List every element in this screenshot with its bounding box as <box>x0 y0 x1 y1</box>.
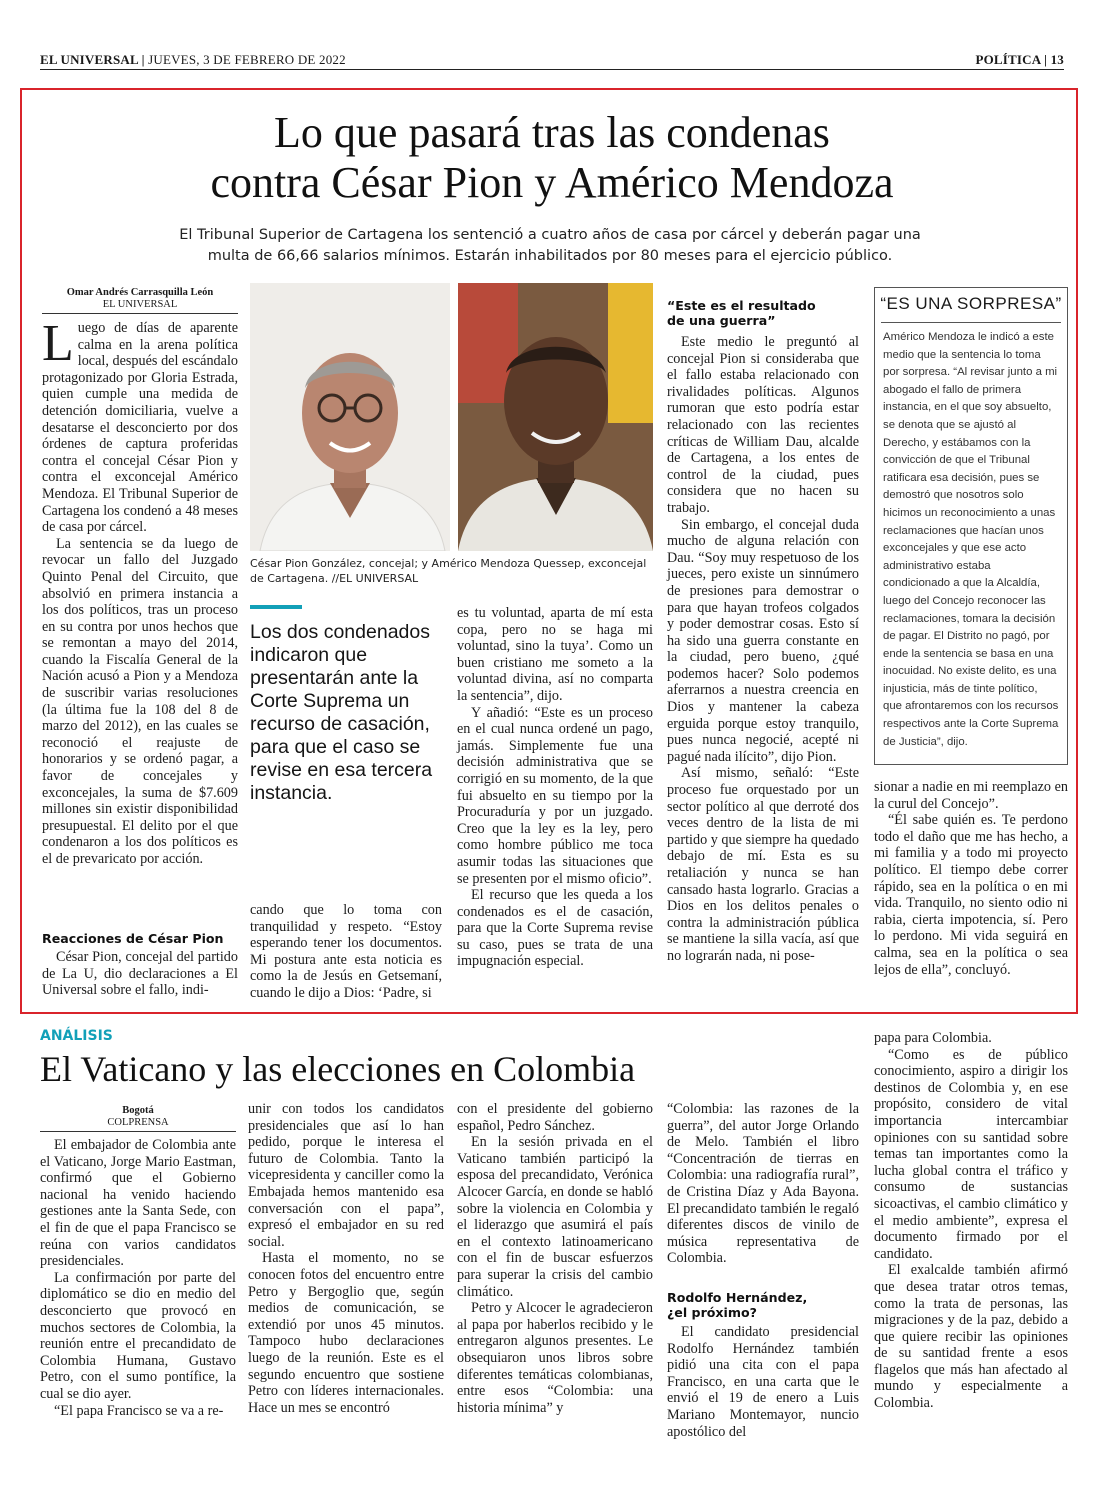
article2-byline <box>40 1105 236 1129</box>
article2-column-5: papa para Colombia. “Como es de público conocimiento, aspiro a dirigir los destinos de Colombia y, en ese propósito, considero de vital importancia intercambiar opiniones con su santidad sobre temas tan importantes como la lucha global contra el tráfico y consumo de sustancias sicoactivas, el cambio climático y el medio ambiente”, expresa el documento firmado por el candidato. El exalcalde también afirmó que desea tratar otros temas, como la trata de personas, las migraciones y de la paz, debido a que quiere recibir las opiniones de su santidad frente a esos flagelos que más han afectado al mundo y especialmente a Colombia. <box>874 1030 1068 1412</box>
article2-column-1: El embajador de Colombia ante el Vaticano, Jorge Mario Eastman, confirmó que el Gobierno nacional ha venido haciendo gestiones ante la Santa Sede, con el fin de que el papa Francisco se reúna con varios candidatos presidenciales. La confirmación por parte del diplomático se dio en medio del desconcierto que provocó en muchos sectores de Colombia, la reunión entre el precandidato de Colombia Humana, Gustavo Petro, con el sumo pontífice, la cual se dio ayer. “El papa Francisco se va a re- <box>40 1137 236 1419</box>
byline <box>42 287 238 311</box>
article2-column-2: unir con todos los candidatos presidenciales que así lo han pedido, porque le interesa el futuro de Colombia. Tanto la vicepresidenta y canciller como la Embajada hemos mantenido esa conversación con el papa”, expresó el embajador en su red social. Hasta el momento, no se conocen fotos del encuentro entre Petro y Bergoglio que, según medios de comunicación, se extendió por unos 45 minutos. Tampoco hubo declaraciones luego de la reunión. Este es el segundo encuentro que sostiene Petro con líderes internacionales. Hace un mes se encontró <box>248 1101 444 1416</box>
header-rule <box>40 69 1064 70</box>
subhead-guerra: “Este es el resultado de una guerra” <box>667 298 816 328</box>
dateline: Bogotá <box>122 1105 154 1116</box>
section-kicker: ANÁLISIS <box>40 1028 113 1044</box>
section-label: POLÍTICA | 13 <box>975 52 1064 67</box>
sidebar-rule <box>881 322 1061 323</box>
sidebar-text: Américo Mendoza le indicó a este medio que la sentencia lo toma por sorpresa. “Al revisar junto a mi abogado el fallo de primera instancia, en el que soy absuelto, se denota que se ajustó al Derecho, y estábamos con la convicción de que el Tribunal ratificara esa decisión, pues se demostró que nosotros solo hicimos un reconocimiento a unas reclamaciones que hacían unos exconcejales y que ese acto administrativo estaba condicionado a que la Alcaldía, luego del Concejo reconocer las reclamaciones, tomara la decisión de pagar. El Distrito no pagó, por ende la sentencia se basa en una inocuidad. No existe delito, es una injusticia, más de tinte político, que afrontaremos con los recursos respectivos ante la Corte Suprema de Justicia”, dijo. <box>883 331 1059 748</box>
paper-name: EL UNIVERSAL <box>40 52 139 67</box>
page-number: 13 <box>1050 52 1064 67</box>
photo-caption: César Pion González, concejal; y Américo Mendoza Quessep, exconcejal de Cartagena. //EL UNIVERSAL <box>250 557 647 585</box>
article2-column-3: con el presidente del gobierno español, Pedro Sánchez. En la sesión privada en el Vaticano también participó la esposa del precandidato, Verónica Alcocer García, en donde se habló sobre la violencia en Colombia y el liderazgo que asumirá el país en el contexto latinoamericano con el fin de buscar esfuerzos para superar la crisis del cambio climático. Petro y Alcocer le agradecieron al papa por haberlos recibido y le entregaron algunos presentes. Le obsequiaron unos libros sobre diferentes temáticas colombianas, entre esos “Colombia: una historia mínima” y <box>457 1101 653 1416</box>
article-column-2: cando que lo toma con tranquilidad y respeto. “Estoy esperando tener los documentos. Mi postura ante esta noticia es como la de Jesús en Getsemaní, cuando le dijo a Dios: ‘Padre, si <box>250 902 442 1001</box>
article2-title: El Vaticano y las elecciones en Colombia <box>40 1049 636 1089</box>
issue-date: JUEVES, 3 DE FEBRERO DE 2022 <box>148 52 346 67</box>
subhead-reacciones: Reacciones de César Pion <box>42 931 224 946</box>
photo-americo-mendoza <box>458 283 653 551</box>
article2-outlet: COLPRENSA <box>107 1117 169 1128</box>
sidebar-title: “ES UNA SORPRESA” <box>880 294 1062 313</box>
article-title: Lo que pasará tras las condenas contra César Pion y Américo Mendoza <box>210 108 894 207</box>
article2-column-4: “Colombia: las razones de la guerra”, del autor Jorge Orlando de Melo. También el libro “Concentración de tierras en Colombia: una radiografía rural”, de Cristina Díaz y Ada Bayona. El precandidato también le regaló diferentes discos de vinilo de música representativa de Colombia. <box>667 1101 859 1267</box>
article2-byline-rule <box>40 1131 236 1132</box>
article-column-3: es tu voluntad, aparta de mí esta copa, pero no se haga mi voluntad, sino la tuya’. Como un buen cristiano me someto a la voluntad divina, así no comparta la sentencia”, dijo. Y añadió: “Este es un proceso en el cual nunca ordené un pago, jamás. Simplemente fue una decisión administrativa que se corrigió en su momento, de la que fui absuelto en su tiempo por la Procuraduría y por un juzgado. Creo que la ley es la ley, pero como hombre público me toca asumir todas las situaciones que se presenten por el mismo oficio”. El recurso que les queda a los condenados es el de casación, para que la Corte Suprema revise su caso, pues se trata de una impugnación especial. <box>457 605 653 970</box>
article-column-1-cont: César Pion, concejal del partido de La U, dio declaraciones a El Universal sobre el fallo, indi- <box>42 949 238 999</box>
article-column-1: Luego de días de aparente calma en la arena política local, después del escándalo protagonizado por Gloria Estrada, quien cumple una medida de detención domiciliaria, vuelve a desatarse el desconcierto por dos órdenes de captura proferidas contra el concejal César Pion y contra el exconcejal Américo Mendoza. El Tribunal Superior de Cartagena los condenó a 48 meses de casa por cárcel. La sentencia se da luego de revocar un fallo del Juzgado Quinto Penal del Circuito, que absolvió en primera instancia a los dos políticos, tras un proceso en su contra por unos hechos que se remontan a mayo del 2014, cuando la Fiscalía General de la Nación acusó a Pion y a Mendoza de suscribir varias resoluciones (la última fue la 108 del 8 de marzo del 2012), en las cuales se reconoció el reajuste de honorarios y se ordenó pagar, a favor de concejales y exconcejales, la suma de $7.609 millones sin existir disponibilidad presupuestal. El delito por el que condenaron a los dos políticos es el de prevaricato por acción. <box>42 315 238 867</box>
byline-rule <box>42 313 238 314</box>
section-name: POLÍTICA <box>975 52 1041 67</box>
article-dek: El Tribunal Superior de Cartagena los sentenció a cuatro años de casa por cárcel y deberán pagar una multa de 66,66 salarios mínimos. Estarán inhabilitados por 80 meses para el ejercicio público. <box>179 227 921 264</box>
sidebar-box <box>874 287 1068 765</box>
drop-cap: L <box>42 315 74 372</box>
subhead-rodolfo: Rodolfo Hernández, ¿el próximo? <box>667 1290 808 1320</box>
author-name: Omar Andrés Carrasquilla León <box>66 287 214 298</box>
photo-cesar-pion <box>250 283 450 551</box>
author-outlet: EL UNIVERSAL <box>102 299 178 310</box>
pull-quote: Los dos condenados indicaron que presentarán ante la Corte Suprema un recurso de casación, para que el caso se revise en esa tercera instancia. <box>250 621 433 804</box>
masthead: EL UNIVERSAL | JUEVES, 3 DE FEBRERO DE 2022 <box>40 52 346 67</box>
article-column-4: Este medio le preguntó al concejal Pion si consideraba que el fallo estaba relacionado con rivalidades políticas. Algunos rumoran que esto podría estar relacionado con las recientes críticas de William Dau, alcalde de Cartagena, a los entes de control de la ciudad, pues considera que no hacen su trabajo. Sin embargo, el concejal duda mucho de alguna relación con Dau. “Soy muy respetuoso de los jueces, pero existe un sinnúmero de presiones para demostrar o para que hayan trofeos colgados y poder demostrar cosas. Esto sí ha sido una guerra constante en la ciudad, pero bueno, ¿qué podemos hacer? Solo podemos aferrarnos a nuestra creencia en Dios y mantener la cabeza erguida porque estoy tranquilo, pues nunca negocié, acepté ni pagué nada ilícito”, dijo Pion. Así mismo, señaló: “Este proceso fue orquestado por un sector político al que derroté dos veces dentro de la lista de mi partido y que siempre ha quedado debajo de mí. Esta es su retaliación y nunca se han cansado hasta lograrlo. Gracias a Dios en los delitos penales o contra la administración pública se mantiene la silla vacía, así que no lograrán nada, ni pose- <box>667 334 859 964</box>
article2-column-4-cont: El candidato presidencial Rodolfo Hernández también pidió una cita con el papa Francisco, en una carta que le envió el 19 de enero a Luis Mariano Montemayor, nuncio apostólico del <box>667 1324 859 1440</box>
article-column-5: sionar a nadie en mi reemplazo en la curul del Concejo”. “Él sabe quién es. Te perdono todo el daño que me has hecho, a mi familia y a todo mi proyecto político. El tiempo debe correr rápido, sea en la política o en mi vida. Tranquilo, no siento odio ni rabia, cierta impotencia, sí. Pero lo perdono. Mi vida seguirá en calma, sea en la política o sea lejos de ella”, concluyó. <box>874 779 1068 978</box>
pullquote-accent <box>250 605 302 609</box>
